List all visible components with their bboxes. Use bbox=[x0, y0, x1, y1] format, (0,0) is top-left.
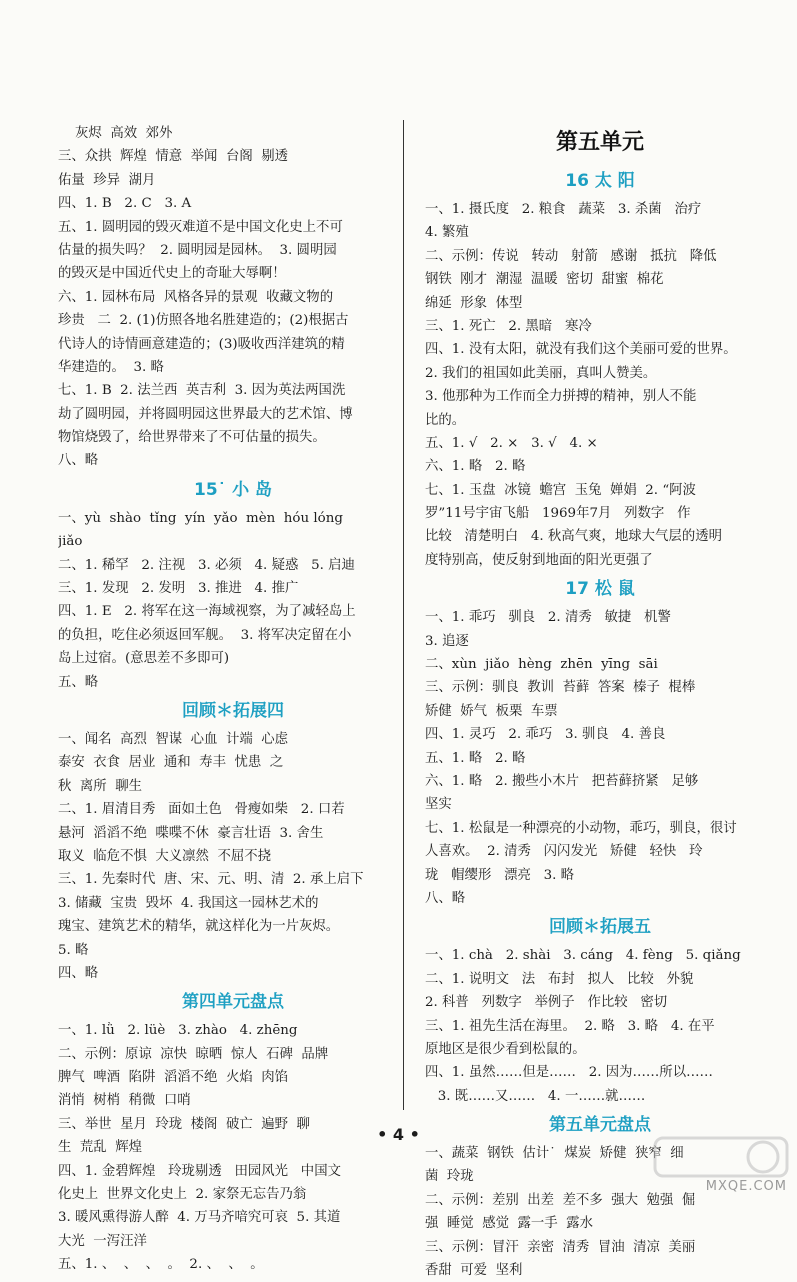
answer-line: 比较 清楚明白 4. 秋高气爽，地球大气层的透明 bbox=[425, 529, 722, 545]
section-title: 17 松 鼠 bbox=[565, 579, 635, 600]
answer-line: 3. 他那种为工作而全力拼搏的精神，别人不能 bbox=[425, 389, 697, 405]
answer-line: 大光 一泻汪洋 bbox=[58, 1233, 147, 1249]
answer-line: 消悄 树梢 稍微 口哨 bbox=[58, 1093, 191, 1109]
answer-line: 劫了圆明园，并将圆明园这世界最大的艺术馆、博 bbox=[58, 406, 353, 422]
answer-line: 灰烬 高效 郊外 bbox=[58, 126, 173, 141]
answer-line: 人喜欢。 2. 清秀 闪闪发光 矫健 轻快 玲 bbox=[425, 844, 703, 860]
answer-line: 3. 追逐 bbox=[425, 633, 469, 649]
page-number: • 4 • bbox=[377, 1125, 420, 1144]
answer-line: 珑 帽缨形 漂亮 3. 略 bbox=[425, 867, 575, 883]
answer-line: 钢铁 刚才 潮湿 温暖 密切 甜蜜 棉花 bbox=[425, 272, 664, 288]
answer-line: 五、略 bbox=[58, 674, 99, 690]
answer-line: 强 睡觉 感觉 露一手 露水 bbox=[425, 1216, 593, 1232]
answer-line: 三、众拱 辉煌 情意 举闻 台阁 剔透 bbox=[58, 149, 289, 165]
answer-line: 的负担，吃住必须返回军舰。 3. 将军决定留在小 bbox=[58, 627, 352, 643]
section-title: 回顾＊拓展四 bbox=[182, 700, 284, 721]
answer-line: 七、1. 玉盘 冰镜 蟾宫 玉兔 婵娟 2. “阿波 bbox=[425, 482, 696, 498]
answer-line: 2. 我们的祖国如此美丽，真叫人赞美。 bbox=[425, 365, 657, 381]
answer-line: 矫健 娇气 板栗 车票 bbox=[425, 703, 558, 719]
answer-line: 一、1. 乖巧 驯良 2. 清秀 敏捷 机警 bbox=[425, 610, 671, 626]
answer-line: 七、1. 松鼠是一种漂亮的小动物，乖巧，驯良，很讨 bbox=[425, 820, 737, 836]
section-title: 第四单元盘点 bbox=[182, 992, 284, 1013]
right-column bbox=[425, 122, 775, 1282]
answer-line: 八、略 bbox=[425, 890, 466, 906]
answer-line: 估量的损失吗？ 2. 圆明园是园林。 3. 圆明园 bbox=[58, 242, 337, 258]
unit-title: 第五单元 bbox=[555, 130, 644, 155]
section-title: 15˙ 小 岛 bbox=[194, 479, 272, 500]
answer-line: 化史上 世界文化史上 2. 家祭无忘告乃翁 bbox=[58, 1187, 307, 1203]
answer-line: 的毁灭是中国近代史上的奇耻大辱啊！ bbox=[58, 266, 286, 282]
answer-line: 六、1. 略 2. 搬些小木片 把苔藓挤紧 足够 bbox=[425, 773, 699, 789]
answer-line: 三、1. 先秦时代 唐、宋、元、明、清 2. 承上启下 bbox=[58, 872, 364, 888]
answer-line: 岛上过宿。(意思差不多即可) bbox=[58, 651, 230, 667]
answer-line: 二、1. 眉清目秀 面如土色 骨瘦如柴 2. 口若 bbox=[58, 802, 345, 818]
answer-line: 三、1. 发现 2. 发明 3. 推进 4. 推广 bbox=[58, 581, 299, 597]
section-title: 回顾＊拓展五 bbox=[549, 917, 651, 938]
answer-line: 三、1. 死亡 2. 黑暗 寒冷 bbox=[425, 318, 592, 334]
answer-line: 度特别高，使反射到地面的阳光更强了 bbox=[425, 552, 653, 568]
answer-line: 取义 临危不惧 大义凛然 不屈不挠 bbox=[58, 848, 272, 864]
answer-line: 2. 科普 列数字 举例子 作比较 密切 bbox=[425, 995, 668, 1011]
answer-line: 3. 暖风熏得游人醉 4. 万马齐喑究可哀 5. 其道 bbox=[58, 1210, 341, 1226]
answer-line: 香甜 可爱 坚利 bbox=[425, 1263, 523, 1279]
answer-line: 六、1. 略 2. 略 bbox=[425, 459, 526, 475]
answer-line: 脾气 啤酒 陷阱 滔滔不绝 火焰 肉馅 bbox=[58, 1070, 289, 1086]
answer-line: 四、1. 虽然……但是…… 2. 因为……所以…… bbox=[425, 1065, 713, 1081]
answer-line: 三、示例：驯良 教训 苔藓 答案 榛子 棍棒 bbox=[425, 680, 696, 696]
answer-line: 代诗人的诗情画意建造的；(3)吸收西洋建筑的精 bbox=[58, 336, 345, 352]
section-title: 16 太 阳 bbox=[565, 171, 635, 191]
answer-line: 三、举世 星月 玲珑 楼阁 破亡 遍野 聊 bbox=[58, 1116, 310, 1132]
answer-line: 比的。 bbox=[425, 412, 466, 428]
answer-line: 坚实 bbox=[425, 797, 452, 813]
answer-line: 绵延 形象 体型 bbox=[425, 295, 523, 311]
answer-line: 生 荒乱 辉煌 bbox=[58, 1140, 142, 1156]
answer-line: 瑰宝、建筑艺术的精华，就这样化为一片灰烬。 bbox=[58, 919, 340, 935]
answer-line: 一、闻名 高烈 智谋 心血 计端 心虑 bbox=[58, 731, 289, 747]
answer-line: 四、1. 金碧辉煌 玲珑剔透 田园风光 中国文 bbox=[58, 1163, 341, 1179]
answer-line: 3. 储藏 宝贵 毁坏 4. 我国这一园林艺术的 bbox=[58, 895, 319, 911]
answer-line: 五、1. √ 2. × 3. √ 4. × bbox=[425, 435, 598, 451]
left-column bbox=[58, 122, 408, 1277]
answer-line: 三、示例：冒汗 亲密 清秀 冒油 清凉 美丽 bbox=[425, 1239, 696, 1255]
answer-line: 四、1. 没有太阳，就没有我们这个美丽可爱的世界。 bbox=[425, 342, 737, 358]
answer-line: 一、蔬菜 钢铁 估计˙ 煤炭 矫健 狭窄 细 bbox=[425, 1146, 684, 1162]
answer-line: 八、略 bbox=[58, 453, 99, 469]
answer-line: 四、1. B 2. C 3. A bbox=[58, 196, 192, 212]
answer-line: 四、略 bbox=[58, 965, 99, 981]
section-title: 第五单元盘点 bbox=[549, 1115, 651, 1136]
answer-line: jiǎo bbox=[58, 534, 83, 550]
answer-line: 3. 既……又…… 4. 一……就…… bbox=[425, 1088, 646, 1104]
answer-line: 七、1. B 2. 法兰西 英吉利 3. 因为英法两国洗 bbox=[58, 383, 346, 399]
answer-line: 三、1. 祖先生活在海里。 2. 略 3. 略 4. 在平 bbox=[425, 1018, 715, 1034]
answer-line: 五、1. 圆明园的毁灭难道不是中国文化史上不可 bbox=[58, 219, 343, 235]
column-divider bbox=[403, 120, 404, 1110]
answer-line: 二、1. 说明文 法 布封 拟人 比较 外貌 bbox=[425, 971, 694, 987]
answer-line: 五、1. 略 2. 略 bbox=[425, 750, 526, 766]
answer-line: 一、1. lǜ 2. lüè 3. zhào 4. zhēng bbox=[58, 1023, 298, 1039]
watermark-url: MXQE.COM bbox=[705, 1179, 787, 1194]
answer-line: 一、yù shào tǐng yín yǎo mèn hóu lóng bbox=[58, 510, 343, 526]
answer-line: 一、1. chà 2. shài 3. cáng 4. fèng 5. qiǎng bbox=[425, 948, 741, 964]
answer-line: 四、1. E 2. 将军在这一海域视察，为了减轻岛上 bbox=[58, 604, 356, 620]
answer-line: 二、示例：差别 出差 差不多 强大 勉强 倔 bbox=[425, 1192, 696, 1208]
answer-line: 一、1. 摄氏度 2. 粮食 蔬菜 3. 杀菌 治疗 bbox=[425, 202, 702, 217]
answer-line: 物馆烧毁了，给世界带来了不可估量的损失。 bbox=[58, 430, 326, 446]
answer-line: 四、1. 灵巧 2. 乖巧 3. 驯良 4. 善良 bbox=[425, 727, 666, 743]
answer-line: 六、1. 园林布局 风格各异的景观 收藏文物的 bbox=[58, 289, 334, 305]
answer-line: 二、xùn jiǎo hèng zhēn yīng sāi bbox=[425, 657, 658, 673]
answer-line: 佑量 珍异 湖月 bbox=[58, 172, 156, 188]
answer-line: 二、1. 稀罕 2. 注视 3. 必须 4. 疑惑 5. 启迪 bbox=[58, 557, 355, 573]
answer-line: 五、1. 、 、 、 。 2. 、 、 。 bbox=[58, 1257, 264, 1273]
answer-line: 泰安 衣食 居业 通和 寿丰 忧患 之 bbox=[58, 755, 284, 771]
answer-line: 二、示例：传说 转动 射箭 感谢 抵抗 降低 bbox=[425, 248, 717, 264]
answer-line: 罗”11号宇宙飞船 1969年7月 列数字 作 bbox=[425, 506, 691, 522]
answer-line: 二、示例：原谅 凉快 晾晒 惊人 石碑 品牌 bbox=[58, 1046, 329, 1062]
answer-line: 原地区是很少看到松鼠的。 bbox=[425, 1041, 586, 1057]
answer-line: 5. 略 bbox=[58, 942, 89, 958]
answer-line: 秋 离所 聊生 bbox=[58, 778, 142, 794]
answer-line: 4. 繁殖 bbox=[425, 225, 469, 241]
answer-line: 华建造的。 3. 略 bbox=[58, 359, 164, 375]
answer-line: 珍贵 二 2. (1)仿照各地名胜建造的；(2)根据古 bbox=[58, 313, 349, 329]
answer-line: 悬河 滔滔不绝 喋喋不休 豪言壮语 3. 舍生 bbox=[58, 825, 324, 841]
answer-line: 菌 玲珑 bbox=[425, 1169, 474, 1185]
